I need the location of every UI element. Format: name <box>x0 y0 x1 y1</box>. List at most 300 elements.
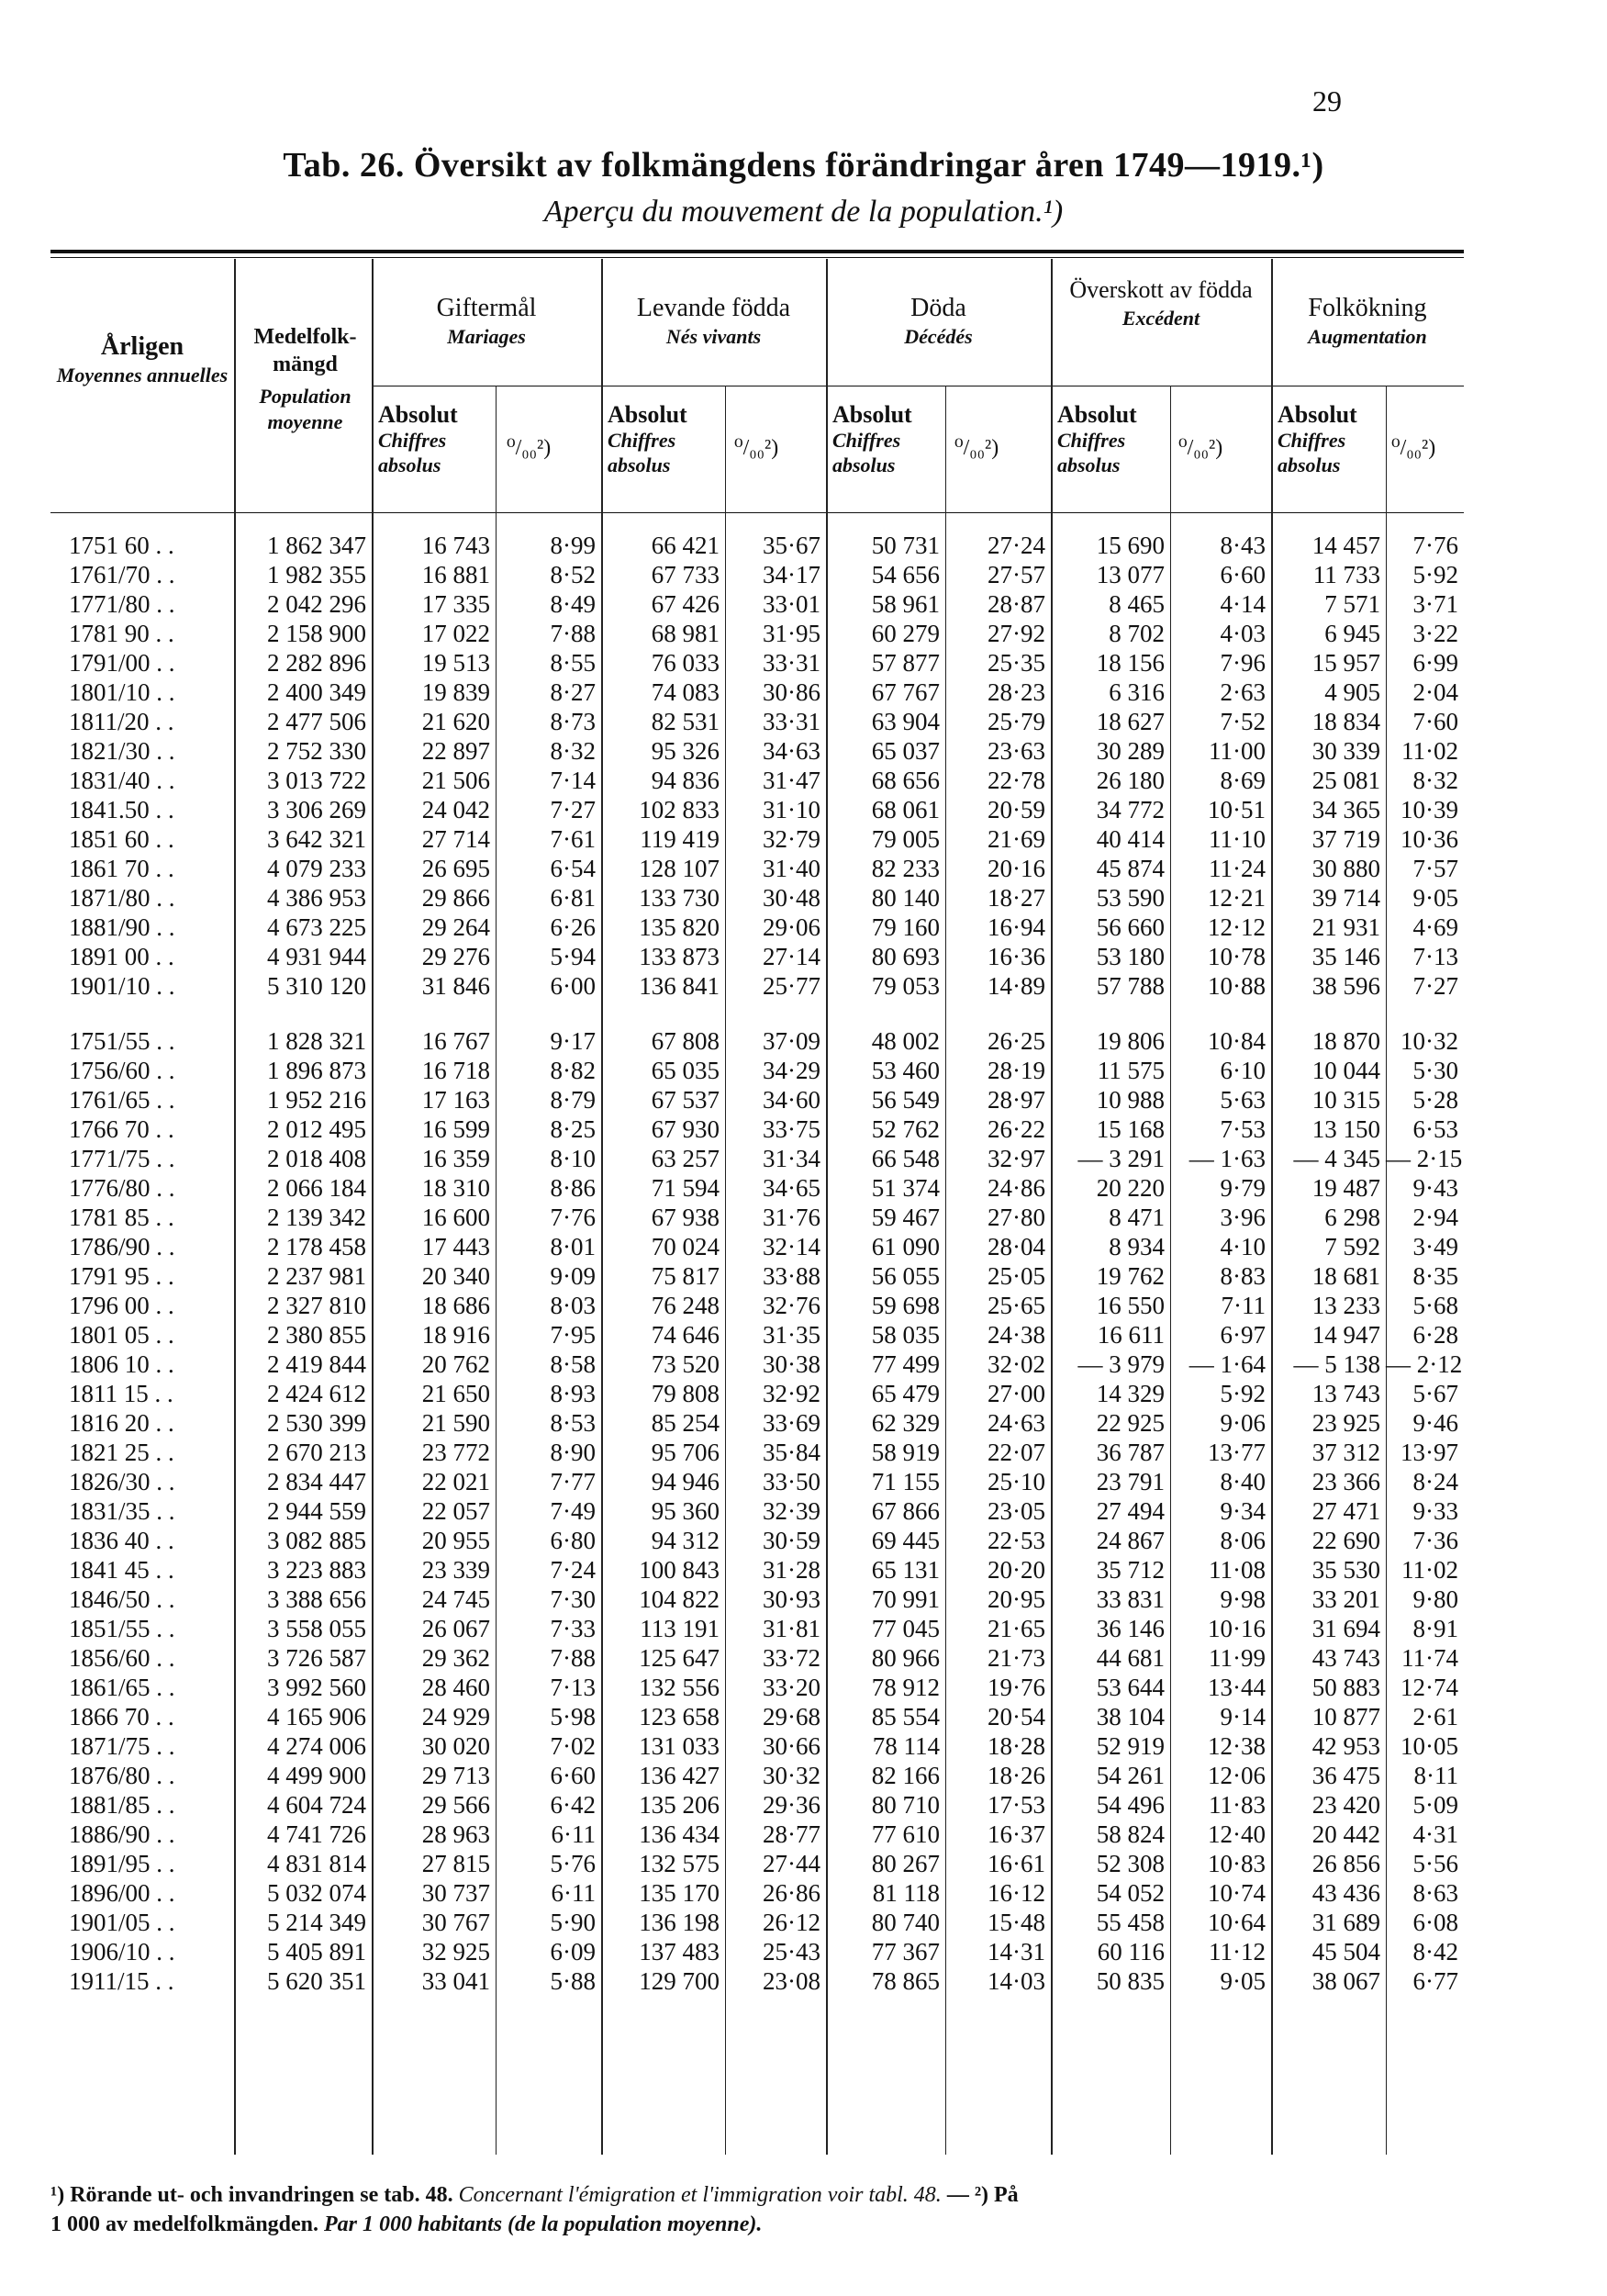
value-cell: 9·05 <box>1220 1967 1266 1995</box>
value-cell: 11·12 <box>1209 1938 1266 1966</box>
value-cell: 32·39 <box>763 1497 820 1525</box>
period-cell: 1751 60 . . <box>69 532 174 559</box>
value-cell: 21 650 <box>421 1380 490 1407</box>
value-cell: 26·86 <box>763 1879 820 1907</box>
value-cell: 95 706 <box>651 1439 720 1466</box>
table-row <box>50 1820 1464 1849</box>
value-cell: 4 931 944 <box>267 943 366 970</box>
value-cell: 5·92 <box>1220 1380 1266 1407</box>
value-cell: 12·12 <box>1208 913 1266 941</box>
value-cell: 40 414 <box>1096 825 1165 853</box>
value-cell: 30·38 <box>763 1350 820 1378</box>
value-cell: 4 499 900 <box>267 1762 366 1789</box>
value-cell: 119 419 <box>640 825 720 853</box>
value-cell: 9·80 <box>1412 1585 1458 1613</box>
value-cell: 2·94 <box>1412 1204 1458 1231</box>
value-cell: 29·68 <box>763 1703 820 1730</box>
value-cell: 9·05 <box>1412 884 1458 912</box>
value-cell: 10·78 <box>1208 943 1266 970</box>
value-cell: 77 610 <box>871 1820 940 1848</box>
value-cell: 6·28 <box>1412 1321 1458 1349</box>
value-cell: 8·32 <box>1412 767 1458 794</box>
value-cell: 80 267 <box>871 1850 940 1877</box>
value-cell: 2 477 506 <box>267 708 366 735</box>
table-row <box>50 1585 1464 1614</box>
period-cell: 1846/50 . . <box>69 1585 175 1613</box>
value-cell: 28 460 <box>421 1674 490 1701</box>
value-cell: 20·59 <box>988 796 1045 823</box>
value-cell: 65 479 <box>871 1380 940 1407</box>
table-row <box>50 854 1464 883</box>
value-cell: 100 843 <box>639 1556 720 1584</box>
value-cell: 27·92 <box>988 620 1045 647</box>
value-cell: 6·97 <box>1220 1321 1266 1349</box>
gap-cell <box>50 1001 1464 1026</box>
value-cell: 22 925 <box>1096 1409 1165 1437</box>
table-row <box>50 1350 1464 1379</box>
value-cell: 8·93 <box>550 1380 596 1407</box>
value-cell: 33 201 <box>1311 1585 1380 1613</box>
value-cell: 28·87 <box>988 590 1045 618</box>
value-cell: 34·29 <box>763 1057 820 1084</box>
value-cell: 5·30 <box>1412 1057 1458 1084</box>
value-cell: 15·48 <box>988 1909 1045 1936</box>
value-cell: 1 982 355 <box>267 561 366 588</box>
value-cell: 81 118 <box>872 1879 940 1907</box>
table-row <box>50 1114 1464 1144</box>
value-cell: 7·61 <box>550 825 596 853</box>
period-cell: 1786/90 . . <box>69 1233 175 1260</box>
value-cell: 68 981 <box>651 620 720 647</box>
value-cell: 12·38 <box>1208 1732 1266 1760</box>
value-cell: 5 405 891 <box>267 1938 366 1966</box>
value-cell: 16 550 <box>1096 1292 1165 1319</box>
value-cell: 45 874 <box>1096 855 1165 882</box>
value-cell: 16 359 <box>421 1145 490 1172</box>
value-cell: 2 178 458 <box>267 1233 366 1260</box>
value-cell: 56 660 <box>1096 913 1165 941</box>
value-cell: 18 916 <box>421 1321 490 1349</box>
value-cell: 24 929 <box>421 1703 490 1730</box>
value-cell: 59 698 <box>871 1292 940 1319</box>
value-cell: 4·14 <box>1220 590 1266 618</box>
table-row <box>50 1937 1464 1966</box>
subheader-absolute-label-fr: Chiffres absolus <box>1057 429 1126 476</box>
value-cell: 3·49 <box>1412 1233 1458 1260</box>
value-cell: 67 733 <box>651 561 720 588</box>
value-cell: 38 067 <box>1311 1967 1380 1995</box>
value-cell: 8·43 <box>1220 532 1266 559</box>
value-cell: 11 733 <box>1312 561 1380 588</box>
value-cell: 39 714 <box>1311 884 1380 912</box>
value-cell: 28 963 <box>421 1820 490 1848</box>
period-cell: 1861/65 . . <box>69 1674 175 1701</box>
value-cell: 16 600 <box>421 1204 490 1231</box>
value-cell: 33 831 <box>1096 1585 1165 1613</box>
value-cell: 32·14 <box>763 1233 820 1260</box>
header-marriages <box>372 292 601 350</box>
value-cell: 58 035 <box>871 1321 940 1349</box>
value-cell: 56 549 <box>871 1086 940 1114</box>
value-cell: 30·59 <box>763 1527 820 1554</box>
value-cell: 16·37 <box>988 1820 1045 1848</box>
value-cell: 36 787 <box>1096 1439 1165 1466</box>
subheader-per-mille: ⁰/₀₀²) <box>507 436 552 460</box>
header-increase <box>1271 292 1464 350</box>
value-cell: 26·22 <box>988 1115 1045 1143</box>
table-row <box>50 1026 1464 1056</box>
value-cell: 17·53 <box>988 1791 1045 1819</box>
value-cell: 132 556 <box>639 1674 720 1701</box>
table-row <box>50 824 1464 854</box>
value-cell: 7·49 <box>550 1497 596 1525</box>
value-cell: 8·40 <box>1220 1468 1266 1495</box>
value-cell: — 4 345 <box>1293 1145 1380 1172</box>
value-cell: 11·83 <box>1209 1791 1266 1819</box>
value-cell: 62 329 <box>871 1409 940 1437</box>
subheader-absolute-label: Absolut <box>378 401 458 428</box>
value-cell: 13 743 <box>1311 1380 1380 1407</box>
value-cell: 65 131 <box>871 1556 940 1584</box>
value-cell: 82 531 <box>651 708 720 735</box>
value-cell: 6·60 <box>550 1762 596 1789</box>
value-cell: 25·10 <box>988 1468 1045 1495</box>
value-cell: 80 740 <box>871 1909 940 1936</box>
table-row <box>50 707 1464 736</box>
header-deaths-label-fr: Décédés <box>904 325 973 348</box>
value-cell: 7·11 <box>1221 1292 1266 1319</box>
value-cell: 18·26 <box>988 1762 1045 1789</box>
page-number: 29 <box>1312 84 1342 118</box>
value-cell: 9·06 <box>1220 1409 1266 1437</box>
value-cell: 4 274 006 <box>267 1732 366 1760</box>
value-cell: 6·60 <box>1220 561 1266 588</box>
value-cell: 6·11 <box>551 1820 596 1848</box>
table-row <box>50 1056 1464 1085</box>
value-cell: 58 961 <box>871 590 940 618</box>
value-cell: 79 808 <box>651 1380 720 1407</box>
value-cell: 32·79 <box>763 825 820 853</box>
header-marriages-label: Giftermål <box>436 294 537 322</box>
value-cell: 2·61 <box>1412 1703 1458 1730</box>
period-cell: 1801 05 . . <box>69 1321 174 1349</box>
value-cell: 33 041 <box>421 1967 490 1995</box>
footnote-2-fr: Par 1 000 habitants (de la population moyenne). <box>324 2212 763 2237</box>
value-cell: 24·38 <box>988 1321 1045 1349</box>
header-excess <box>1051 275 1271 330</box>
subheader-absolute <box>832 400 943 477</box>
value-cell: 18 681 <box>1311 1262 1380 1290</box>
value-cell: 9·09 <box>550 1262 596 1290</box>
value-cell: 24 042 <box>421 796 490 823</box>
value-cell: 18 310 <box>421 1174 490 1202</box>
value-cell: 2 012 495 <box>267 1115 366 1143</box>
value-cell: 8·27 <box>550 678 596 706</box>
value-cell: 80 710 <box>871 1791 940 1819</box>
value-cell: 7·02 <box>550 1732 596 1760</box>
value-cell: 28·04 <box>988 1233 1045 1260</box>
value-cell: 10·32 <box>1401 1027 1458 1055</box>
value-cell: 10 877 <box>1311 1703 1380 1730</box>
period-cell: 1756/60 . . <box>69 1057 175 1084</box>
value-cell: 17 335 <box>421 590 490 618</box>
value-cell: 31·95 <box>763 620 820 647</box>
value-cell: 53 180 <box>1096 943 1165 970</box>
value-cell: 61 090 <box>871 1233 940 1260</box>
header-year-label-fr: Moyennes annuelles <box>56 364 229 386</box>
value-cell: 82 166 <box>871 1762 940 1789</box>
value-cell: 104 822 <box>639 1585 720 1613</box>
value-cell: 7·95 <box>550 1321 596 1349</box>
value-cell: 8·63 <box>1412 1879 1458 1907</box>
value-cell: 8·79 <box>550 1086 596 1114</box>
value-cell: 69 445 <box>871 1527 940 1554</box>
value-cell: 4·10 <box>1220 1233 1266 1260</box>
value-cell: 35·84 <box>763 1439 820 1466</box>
subheader-absolute-label-fr: Chiffres absolus <box>378 429 447 476</box>
value-cell: 21 506 <box>421 767 490 794</box>
value-cell: 2 042 296 <box>267 590 366 618</box>
header-births-label: Levande födda <box>636 294 791 322</box>
value-cell: 13·77 <box>1208 1439 1266 1466</box>
table-row <box>50 1320 1464 1350</box>
value-cell: 56 055 <box>871 1262 940 1290</box>
header-bottom-rule <box>50 512 1464 513</box>
footnote-1-tail: — ²) På <box>946 2183 1019 2207</box>
table-row <box>50 619 1464 648</box>
footnote-line-1 <box>50 2180 1464 2210</box>
value-cell: 31 689 <box>1311 1909 1380 1936</box>
value-cell: 29 362 <box>421 1644 490 1672</box>
period-cell: 1761/70 . . <box>69 561 175 588</box>
value-cell: 79 005 <box>871 825 940 853</box>
period-cell: 1831/35 . . <box>69 1497 175 1525</box>
value-cell: 8·82 <box>550 1057 596 1084</box>
table-row <box>50 1203 1464 1232</box>
table-row <box>50 678 1464 707</box>
subheader-per-mille: ⁰/₀₀²) <box>954 436 999 460</box>
value-cell: 22·07 <box>988 1439 1045 1466</box>
subheader-absolute <box>378 400 493 477</box>
value-cell: 27 494 <box>1096 1497 1165 1525</box>
value-cell: 15 690 <box>1096 532 1165 559</box>
table-title: Tab. 26. Översikt av folkmängdens förändringar åren 1749—1919.¹) <box>283 146 1324 185</box>
value-cell: 14 457 <box>1311 532 1380 559</box>
value-cell: — 5 138 <box>1293 1350 1380 1378</box>
subheader-per-mille: ⁰/₀₀²) <box>1391 436 1436 460</box>
value-cell: 7·53 <box>1220 1115 1266 1143</box>
value-cell: 4 386 953 <box>267 884 366 912</box>
value-cell: 6·80 <box>550 1527 596 1554</box>
value-cell: 26·25 <box>988 1027 1045 1055</box>
table-row <box>50 1908 1464 1937</box>
value-cell: 4 604 724 <box>267 1791 366 1819</box>
value-cell: 23 339 <box>421 1556 490 1584</box>
value-cell: 6·08 <box>1412 1909 1458 1936</box>
table-row <box>50 795 1464 824</box>
value-cell: 67 866 <box>871 1497 940 1525</box>
value-cell: 21·65 <box>988 1615 1045 1642</box>
value-cell: 3 082 885 <box>267 1527 366 1554</box>
value-cell: 4 165 906 <box>267 1703 366 1730</box>
table-row <box>50 1614 1464 1643</box>
value-cell: 113 191 <box>640 1615 720 1642</box>
value-cell: 7·27 <box>1412 972 1458 1000</box>
value-cell: 24·86 <box>988 1174 1045 1202</box>
value-cell: 18 834 <box>1311 708 1380 735</box>
value-cell: 5 620 351 <box>267 1967 366 1995</box>
value-cell: 6·81 <box>550 884 596 912</box>
value-cell: 85 254 <box>651 1409 720 1437</box>
value-cell: 95 326 <box>651 737 720 765</box>
value-cell: 7·77 <box>550 1468 596 1495</box>
value-cell: 22 057 <box>421 1497 490 1525</box>
period-cell: 1871/80 . . <box>69 884 175 912</box>
value-cell: 28·19 <box>988 1057 1045 1084</box>
value-cell: 5·98 <box>550 1703 596 1730</box>
value-cell: 25·43 <box>763 1938 820 1966</box>
value-cell: 23 366 <box>1311 1468 1380 1495</box>
value-cell: 58 824 <box>1096 1820 1165 1848</box>
period-cell: 1776/80 . . <box>69 1174 175 1202</box>
value-cell: 4 741 726 <box>267 1820 366 1848</box>
value-cell: 50 731 <box>871 532 940 559</box>
value-cell: 8·55 <box>550 649 596 677</box>
value-cell: 7 592 <box>1324 1233 1380 1260</box>
period-cell: 1811 15 . . <box>69 1380 173 1407</box>
table-row <box>50 1261 1464 1291</box>
header-births <box>601 292 826 350</box>
table-body <box>50 531 1464 1996</box>
value-cell: 67 930 <box>651 1115 720 1143</box>
table-row <box>50 971 1464 1001</box>
table-row <box>50 1673 1464 1702</box>
value-cell: 10·83 <box>1208 1850 1266 1877</box>
value-cell: 21 931 <box>1311 913 1380 941</box>
value-cell: 8·86 <box>550 1174 596 1202</box>
value-cell: 8·49 <box>550 590 596 618</box>
value-cell: 10·84 <box>1208 1027 1266 1055</box>
value-cell: 31·28 <box>763 1556 820 1584</box>
value-cell: 6 945 <box>1324 620 1380 647</box>
value-cell: 25·05 <box>988 1262 1045 1290</box>
value-cell: 34·60 <box>763 1086 820 1114</box>
table-row <box>50 1408 1464 1438</box>
value-cell: 24 745 <box>421 1585 490 1613</box>
value-cell: 9·14 <box>1220 1703 1266 1730</box>
value-cell: 29 866 <box>421 884 490 912</box>
value-cell: 2 018 408 <box>267 1145 366 1172</box>
value-cell: 31 846 <box>421 972 490 1000</box>
value-cell: 4·31 <box>1412 1820 1458 1848</box>
header-deaths <box>826 292 1051 350</box>
top-rule-thin <box>50 257 1464 258</box>
period-cell: 1866 70 . . <box>69 1703 174 1730</box>
value-cell: 24·63 <box>988 1409 1045 1437</box>
value-cell: 2·04 <box>1412 678 1458 706</box>
value-cell: 22 021 <box>421 1468 490 1495</box>
table-row <box>50 531 1464 560</box>
value-cell: 1 862 347 <box>267 532 366 559</box>
value-cell: 8·90 <box>550 1439 596 1466</box>
value-cell: 43 436 <box>1311 1879 1380 1907</box>
value-cell: 32·92 <box>763 1380 820 1407</box>
population-table <box>50 531 1464 1996</box>
value-cell: 12·40 <box>1208 1820 1266 1848</box>
value-cell: 63 257 <box>651 1145 720 1172</box>
value-cell: 23 420 <box>1311 1791 1380 1819</box>
value-cell: 11·00 <box>1209 737 1266 765</box>
value-cell: 5 310 120 <box>267 972 366 1000</box>
value-cell: 14·03 <box>988 1967 1045 1995</box>
value-cell: 30·32 <box>763 1762 820 1789</box>
value-cell: 13 077 <box>1096 561 1165 588</box>
value-cell: 35 712 <box>1096 1556 1165 1584</box>
table-row <box>50 883 1464 913</box>
value-cell: 123 658 <box>639 1703 720 1730</box>
value-cell: 20 442 <box>1311 1820 1380 1848</box>
value-cell: 21·69 <box>988 825 1045 853</box>
value-cell: 3 306 269 <box>267 796 366 823</box>
value-cell: 63 904 <box>871 708 940 735</box>
value-cell: 10·51 <box>1208 796 1266 823</box>
subheader-absolute-label: Absolut <box>832 401 912 428</box>
value-cell: 136 841 <box>639 972 720 1000</box>
value-cell: 16 743 <box>421 532 490 559</box>
value-cell: 75 817 <box>651 1262 720 1290</box>
value-cell: — 2·12 <box>1386 1350 1463 1378</box>
value-cell: 14·31 <box>988 1938 1045 1966</box>
period-cell: 1856/60 . . <box>69 1644 175 1672</box>
value-cell: 7·88 <box>550 620 596 647</box>
value-cell: 57 877 <box>871 649 940 677</box>
value-cell: 20·95 <box>988 1585 1045 1613</box>
value-cell: 71 155 <box>871 1468 940 1495</box>
value-cell: 55 458 <box>1096 1909 1165 1936</box>
value-cell: 23 925 <box>1311 1409 1380 1437</box>
value-cell: 5·28 <box>1412 1086 1458 1114</box>
value-cell: 136 434 <box>639 1820 720 1848</box>
value-cell: 85 554 <box>871 1703 940 1730</box>
value-cell: 2 944 559 <box>267 1497 366 1525</box>
value-cell: 60 279 <box>871 620 940 647</box>
value-cell: 16·94 <box>988 913 1045 941</box>
value-cell: 35 530 <box>1311 1556 1380 1584</box>
value-cell: 65 035 <box>651 1057 720 1084</box>
value-cell: 27 714 <box>421 825 490 853</box>
value-cell: 94 946 <box>651 1468 720 1495</box>
period-cell: 1751/55 . . <box>69 1027 175 1055</box>
value-cell: 53 644 <box>1096 1674 1165 1701</box>
value-cell: 73 520 <box>651 1350 720 1378</box>
value-cell: 22 897 <box>421 737 490 765</box>
value-cell: 8·24 <box>1412 1468 1458 1495</box>
value-cell: 2 327 810 <box>267 1292 366 1319</box>
value-cell: 31·35 <box>763 1321 820 1349</box>
table-row <box>50 589 1464 619</box>
value-cell: 22 690 <box>1311 1527 1380 1554</box>
value-cell: 52 308 <box>1096 1850 1165 1877</box>
value-cell: 25·77 <box>763 972 820 1000</box>
value-cell: 20·16 <box>988 855 1045 882</box>
value-cell: 2 419 844 <box>267 1350 366 1378</box>
value-cell: 52 919 <box>1096 1732 1165 1760</box>
value-cell: 135 206 <box>639 1791 720 1819</box>
value-cell: 57 788 <box>1096 972 1165 1000</box>
value-cell: 19 487 <box>1311 1174 1380 1202</box>
value-cell: 135 820 <box>639 913 720 941</box>
value-cell: 18 870 <box>1311 1027 1380 1055</box>
